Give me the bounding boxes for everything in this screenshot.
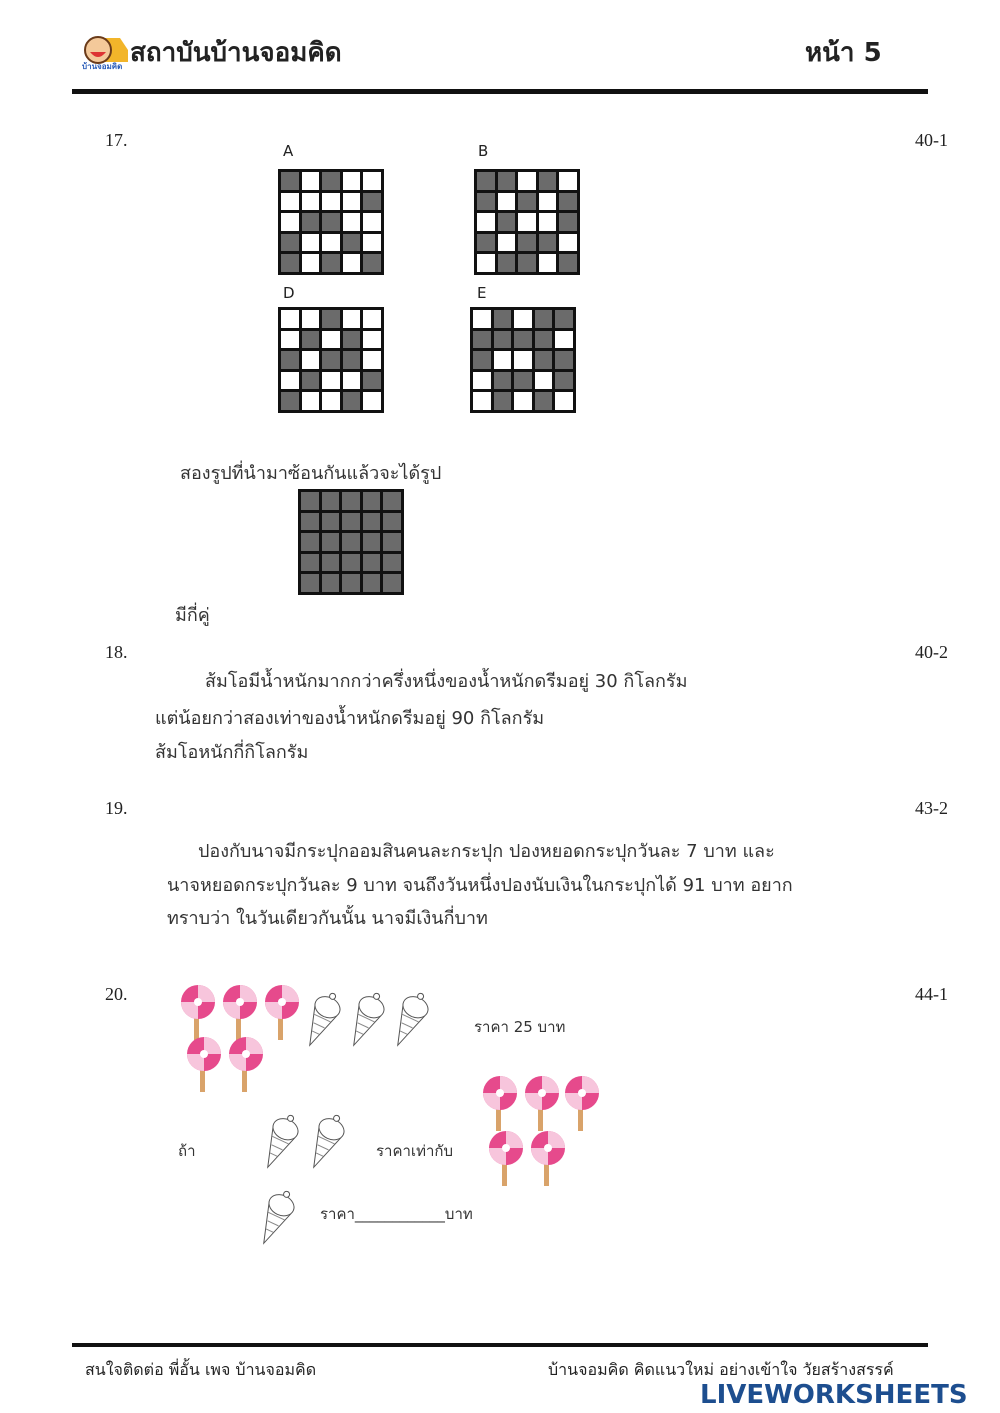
grid-cell <box>514 331 532 349</box>
grid-e <box>470 307 576 413</box>
q19-line-1: ปองกับนาจมีกระปุกออมสินคนละกระปุก ปองหยอดกระปุกวันละ 7 บาท และ <box>198 841 775 862</box>
grid-cell <box>363 554 381 572</box>
grid-label-a: A <box>283 142 294 160</box>
grid-cell <box>518 213 536 231</box>
grid-cell <box>363 234 381 252</box>
grid-cell <box>343 392 361 410</box>
grid-cell <box>302 351 320 369</box>
grid-cell <box>555 372 573 390</box>
grid-cell <box>322 372 340 390</box>
q18-line-3: ส้มโอหนักกี่กิโลกรัม <box>155 742 309 763</box>
grid-cell <box>342 554 360 572</box>
grid-cell <box>518 254 536 272</box>
q19-number: 19. <box>105 798 128 818</box>
grid-cell <box>343 310 361 328</box>
lollipop-icon <box>488 1130 528 1188</box>
lollipop-icon <box>524 1075 564 1133</box>
grid-cell <box>473 331 491 349</box>
grid-cell <box>473 310 491 328</box>
lollipop-icon <box>228 1036 268 1094</box>
q20-number: 20. <box>105 984 128 1004</box>
grid-cell <box>539 234 557 252</box>
grid-cell <box>494 351 512 369</box>
grid-cell <box>535 372 553 390</box>
grid-cell <box>555 392 573 410</box>
ice-cream-icon <box>344 988 388 1050</box>
grid-cell <box>281 392 299 410</box>
grid-cell <box>322 310 340 328</box>
grid-cell <box>514 351 532 369</box>
q17-question: มีกี่คู่ <box>175 605 210 626</box>
grid-cell <box>363 172 381 190</box>
liveworksheets-brand: LIVEWORKSHEETS <box>700 1380 968 1410</box>
grid-cell <box>363 574 381 592</box>
grid-cell <box>559 213 577 231</box>
lollipop-icon <box>186 1036 226 1094</box>
grid-cell <box>281 193 299 211</box>
grid-cell <box>302 372 320 390</box>
header-rule <box>72 89 928 94</box>
grid-cell <box>363 513 381 531</box>
q20-code: 44-1 <box>915 984 948 1004</box>
grid-cell <box>302 234 320 252</box>
grid-cell <box>477 234 495 252</box>
footer-left: สนใจติดต่อ พี่อั้น เพจ บ้านจอมคิด <box>85 1360 317 1379</box>
grid-cell <box>383 492 401 510</box>
footer-rule <box>72 1343 928 1347</box>
grid-cell <box>322 193 340 211</box>
grid-label-b: B <box>478 142 489 160</box>
q20-equals: ราคาเท่ากับ <box>376 1142 453 1160</box>
grid-b <box>474 169 580 275</box>
q19-line-2: นาจหยอดกระปุกวันละ 9 บาท จนถึงวันหนึ่งปองนับเงินในกระปุกได้ 91 บาท อยาก <box>167 875 793 896</box>
grid-cell <box>342 492 360 510</box>
lollipop-icon <box>564 1075 604 1133</box>
grid-cell <box>281 351 299 369</box>
ice-cream-icon <box>300 988 344 1050</box>
grid-cell <box>539 213 557 231</box>
grid-cell <box>535 392 553 410</box>
grid-cell <box>498 234 516 252</box>
grid-cell <box>363 254 381 272</box>
grid-cell <box>301 554 319 572</box>
page-number: หน้า 5 <box>805 38 882 68</box>
grid-cell <box>539 172 557 190</box>
q20-answer: ราคา____________บาท <box>320 1205 473 1223</box>
grid-cell <box>559 193 577 211</box>
grid-cell <box>363 193 381 211</box>
lollipop-icon <box>530 1130 570 1188</box>
q20-if: ถ้า <box>178 1142 196 1160</box>
q18-line-1: ส้มโอมีน้ำหนักมากกว่าครึ่งหนึ่งของน้ำหนักดรีมอยู่ 30 กิโลกรัม <box>205 671 688 692</box>
grid-cell <box>539 193 557 211</box>
ice-cream-icon <box>304 1110 348 1172</box>
grid-cell <box>301 513 319 531</box>
grid-cell <box>301 492 319 510</box>
grid-cell <box>473 372 491 390</box>
grid-cell <box>363 492 381 510</box>
q20-price: ราคา 25 บาท <box>474 1018 566 1036</box>
grid-cell <box>322 351 340 369</box>
q17-prompt: สองรูปที่นำมาซ้อนกันแล้วจะได้รูป <box>180 463 442 484</box>
grid-cell <box>477 172 495 190</box>
grid-cell <box>281 331 299 349</box>
ice-cream-icon <box>254 1186 298 1248</box>
grid-cell <box>301 533 319 551</box>
grid-cell <box>302 392 320 410</box>
grid-cell <box>343 234 361 252</box>
grid-cell <box>473 351 491 369</box>
grid-cell <box>539 254 557 272</box>
grid-cell <box>302 213 320 231</box>
grid-d <box>278 307 384 413</box>
grid-cell <box>555 331 573 349</box>
footer-right: บ้านจอมคิด คิดแนวใหม่ อย่างเข้าใจ วัยสร้างสรรค์ <box>548 1360 894 1379</box>
grid-cell <box>473 392 491 410</box>
grid-cell <box>514 392 532 410</box>
lollipop-icon <box>222 984 262 1042</box>
grid-cell <box>343 351 361 369</box>
grid-cell <box>498 213 516 231</box>
q18-line-2: แต่น้อยกว่าสองเท่าของน้ำหนักดรีมอยู่ 90 กิโลกรัม <box>155 708 545 729</box>
grid-cell <box>514 310 532 328</box>
grid-cell <box>322 331 340 349</box>
grid-cell <box>383 513 401 531</box>
grid-cell <box>302 172 320 190</box>
q19-code: 43-2 <box>915 798 948 818</box>
grid-cell <box>322 254 340 272</box>
logo <box>80 30 130 70</box>
grid-cell <box>322 554 340 572</box>
grid-cell <box>498 193 516 211</box>
grid-cell <box>343 172 361 190</box>
grid-cell <box>322 172 340 190</box>
grid-full <box>298 489 404 595</box>
q18-number: 18. <box>105 642 128 662</box>
lollipop-icon <box>180 984 220 1042</box>
grid-cell <box>498 172 516 190</box>
grid-cell <box>559 234 577 252</box>
grid-cell <box>494 310 512 328</box>
grid-cell <box>343 331 361 349</box>
grid-cell <box>535 310 553 328</box>
grid-cell <box>301 574 319 592</box>
grid-cell <box>555 310 573 328</box>
grid-cell <box>518 234 536 252</box>
grid-a <box>278 169 384 275</box>
grid-cell <box>494 392 512 410</box>
grid-cell <box>342 513 360 531</box>
grid-cell <box>535 351 553 369</box>
grid-cell <box>363 392 381 410</box>
grid-cell <box>281 234 299 252</box>
grid-cell <box>281 254 299 272</box>
grid-cell <box>494 331 512 349</box>
grid-cell <box>535 331 553 349</box>
grid-cell <box>363 213 381 231</box>
grid-label-d: D <box>283 284 295 302</box>
grid-cell <box>322 392 340 410</box>
grid-cell <box>281 172 299 190</box>
grid-cell <box>281 213 299 231</box>
grid-cell <box>514 372 532 390</box>
grid-cell <box>343 372 361 390</box>
grid-label-e: E <box>477 284 487 302</box>
grid-cell <box>477 213 495 231</box>
grid-cell <box>302 193 320 211</box>
q17-code: 40-1 <box>915 130 948 150</box>
grid-cell <box>363 533 381 551</box>
svg-text:บ้านจอมคิด: บ้านจอมคิด <box>82 62 123 70</box>
grid-cell <box>322 492 340 510</box>
grid-cell <box>322 513 340 531</box>
grid-cell <box>322 533 340 551</box>
grid-cell <box>518 193 536 211</box>
lollipop-icon <box>482 1075 522 1133</box>
grid-cell <box>383 554 401 572</box>
grid-cell <box>322 213 340 231</box>
grid-cell <box>518 172 536 190</box>
q17-number: 17. <box>105 130 128 150</box>
institute-title: สถาบันบ้านจอมคิด <box>130 38 342 68</box>
grid-cell <box>302 331 320 349</box>
grid-cell <box>559 172 577 190</box>
grid-cell <box>363 310 381 328</box>
grid-cell <box>343 213 361 231</box>
ice-cream-icon <box>388 988 432 1050</box>
grid-cell <box>343 254 361 272</box>
grid-cell <box>363 351 381 369</box>
grid-cell <box>322 574 340 592</box>
q18-code: 40-2 <box>915 642 948 662</box>
grid-cell <box>281 372 299 390</box>
grid-cell <box>559 254 577 272</box>
grid-cell <box>342 574 360 592</box>
grid-cell <box>494 372 512 390</box>
q19-line-3: ทราบว่า ในวันเดียวกันนั้น นาจมีเงินกี่บาท <box>167 908 488 929</box>
grid-cell <box>477 254 495 272</box>
grid-cell <box>477 193 495 211</box>
grid-cell <box>281 310 299 328</box>
grid-cell <box>302 254 320 272</box>
grid-cell <box>498 254 516 272</box>
grid-cell <box>322 234 340 252</box>
grid-cell <box>363 331 381 349</box>
grid-cell <box>302 310 320 328</box>
lollipop-icon <box>264 984 304 1042</box>
grid-cell <box>343 193 361 211</box>
grid-cell <box>555 351 573 369</box>
grid-cell <box>363 372 381 390</box>
ice-cream-icon <box>258 1110 302 1172</box>
grid-cell <box>342 533 360 551</box>
grid-cell <box>383 533 401 551</box>
grid-cell <box>383 574 401 592</box>
